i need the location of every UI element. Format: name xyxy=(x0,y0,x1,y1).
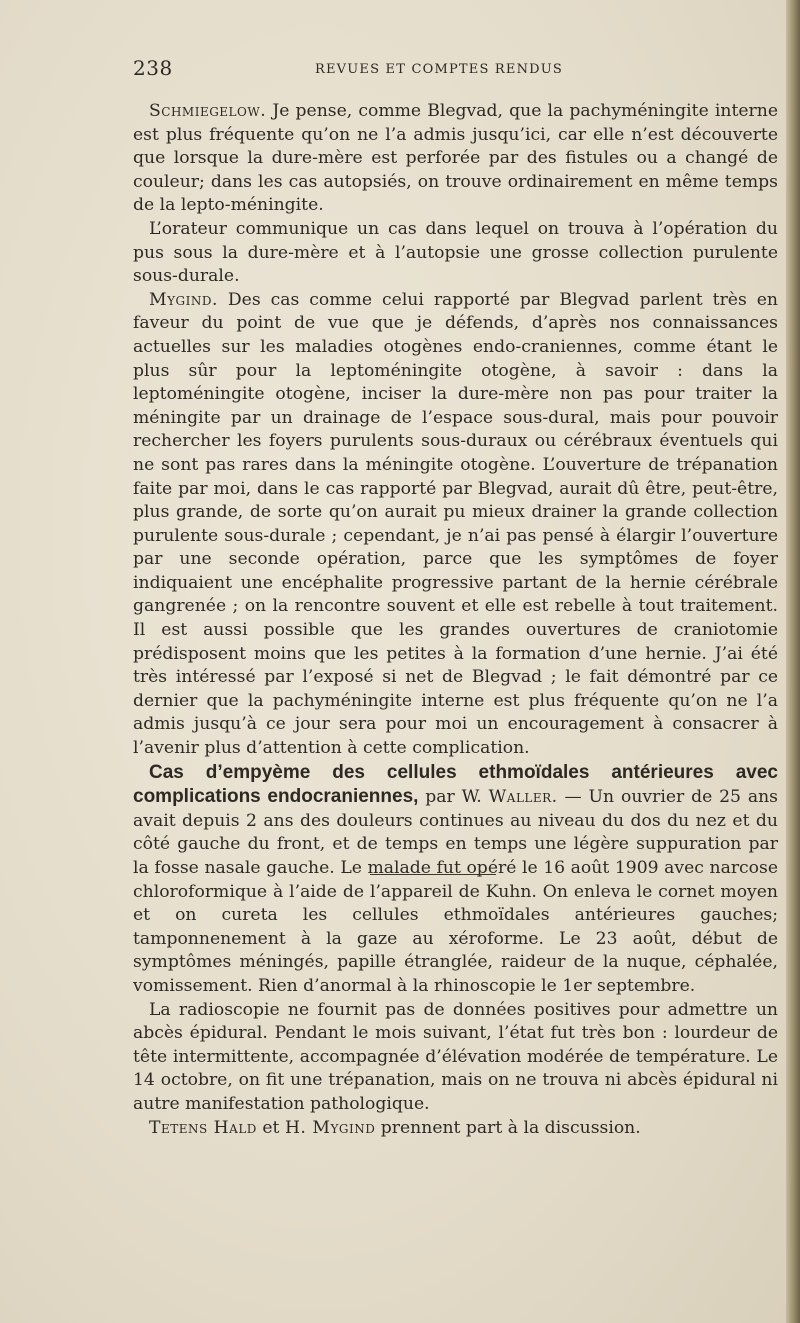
speaker-name: Tetens Hald xyxy=(149,1117,257,1138)
speaker-name: Mygind. xyxy=(149,289,218,310)
paragraph-mygind xyxy=(133,289,778,761)
page-edge xyxy=(786,0,800,1323)
paragraph-text: Des cas comme celui rapporté par Blegvad parlent très en faveur du point de vue que je défends, d’après nos connaissances actuelles sur les maladies otogènes endo-craniennes, comme étant le plus sûr pour la leptoméningite otogène, à savoir : dans la leptoméningite otogène, inciser la dure-mère non pas pour traiter la méningite par un drainage de l’espace sous-dural, mais pour pouvoir rechercher les foyers purulents sous-duraux ou cérébraux éventuels qui ne sont pas rares dans la méningite otogène. L’ouverture de trépanation faite par moi, dans le cas rapporté par Blegvad, aurait dû être, peut-être, plus grande, de sorte qu’on aurait pu mieux drainer la grande collection purulente sous-durale ; cependant, je n’ai pas pensé à élargir l’ouverture par une seconde opération, parce que les symptômes de foyer indiquaient une encéphalite progressive partant de la hernie cérébrale gangrenée ; on la rencontre souvent et elle est rebelle à tout traitement. Il est aussi possible que les grandes ouvertures de craniotomie prédisposent moins que les petites à la formation d’une hernie. J’ai été très intéressé par l’exposé si net de Blegvad ; le fait démontré par ce dernier que la pachyméningite interne est plus fréquente qu’on ne l’a admis jusqu’à ce jour sera pour moi un encouragement à consacrer à l’avenir plus d’attention à cette complication. xyxy=(133,289,778,759)
author-prefix: par W. xyxy=(418,787,489,808)
body-text xyxy=(133,100,778,1140)
paragraph-text: Je pense, comme Blegvad, que la pachyméningite interne est plus fréquente qu’on ne l’a admis jusqu’ici, car elle n’est découverte que lorsque la dure-mère est perforée par des fistules ou a changé de couleur; dans les cas autopsiés, on trouve ordinairement en même temps de la lepto-méningite. xyxy=(133,101,778,216)
paragraph-waller-case xyxy=(133,761,778,999)
paragraph-text: — Un ouvrier de 25 ans avait depuis 2 ans des douleurs continues au niveau du dos du nez et du côté gauche du front, et de temps en temps une légère suppuration par la fosse nasale gauche. Le malade fut opéré le 16 août 1909 avec narcose chloroformique à l’aide de l’appareil de Kuhn. On enleva le cornet moyen et on cureta les cellules ethmoïdales antérieures gauches; tamponnenement à la gaze au xéroforme. Le 23 août, début de symptômes méningés, papille étranglée, raideur de la nuque, céphalée, vomissement. Rien d’anormal à la rhinoscopie le 1er septembre. xyxy=(133,787,778,996)
page-number: 238 xyxy=(133,56,173,80)
paragraph-text: La radioscopie ne fournit pas de données positives pour admettre un abcès épidural. Pendant le mois suivant, l’état fut très bon : lourdeur de tête intermittente, accompagnée d’élévation modérée de température. Le 14 octobre, on fit une trépanation, mais on ne trouva ni abcès épidural ni autre manifestation pathologique. xyxy=(133,999,778,1114)
running-title: REVUES ET COMPTES RENDUS xyxy=(315,62,564,77)
paragraph-text: prennent part à la discussion. xyxy=(375,1117,641,1138)
connector-text: et xyxy=(256,1117,285,1138)
section-heading: Cas d’empyème des cellules ethmoïdales antérieures avec complications endocraniennes, xyxy=(133,761,778,808)
paragraph-orateur xyxy=(133,218,778,289)
page-header xyxy=(133,56,778,84)
speaker-name: Schmiegelow. xyxy=(149,101,267,121)
paragraph-radioscopie xyxy=(133,999,778,1117)
section-rule xyxy=(370,874,496,875)
speaker-name-2: H. Mygind xyxy=(284,1117,376,1138)
paragraph-discussion xyxy=(133,1117,778,1141)
paragraph-schmiegelow xyxy=(133,100,778,218)
paragraph-text: L’orateur communique un cas dans lequel on trouva à l’opération du pus sous la dure-mère et à l’autopsie une grosse collection purulente sous-durale. xyxy=(133,218,778,287)
author-name: Waller. xyxy=(488,787,558,808)
